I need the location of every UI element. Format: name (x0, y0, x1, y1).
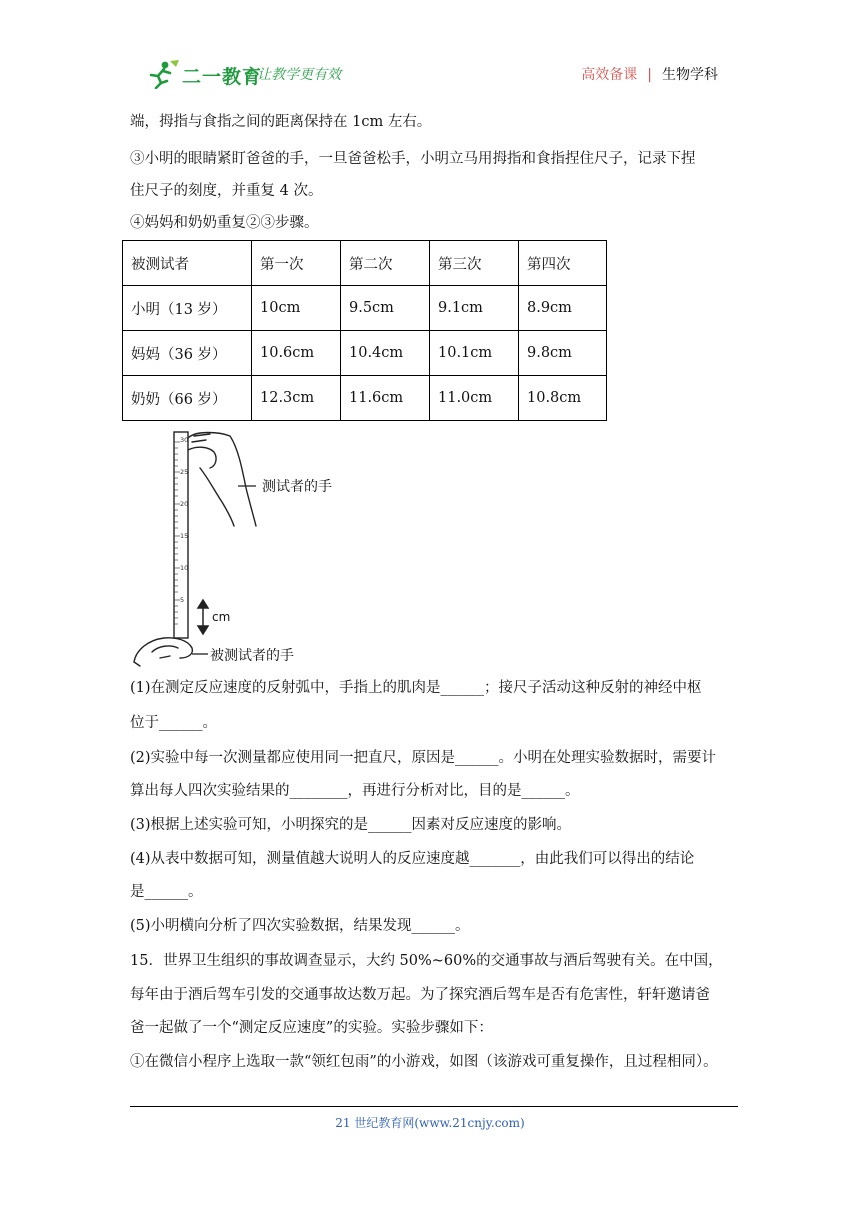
table-row (123, 286, 607, 331)
ruler-tick-label: 10 (180, 564, 189, 572)
question-line: 每年由于酒后驾车引发的交通事故达数万起。为了探究酒后驾车是否有危害性，轩轩邀请爸 (130, 987, 710, 1003)
table-cell: 9.1cm (430, 286, 519, 331)
question-line: ①在微信小程序上选取一款“领红包雨”的小游戏，如图（该游戏可重复操作，且过程相同）。 (130, 1054, 718, 1070)
body-line: 端，拇指与食指之间的距离保持在 1cm 左右。 (130, 114, 432, 130)
page-footer: 21 世纪教育网(www.21cnjy.com) (335, 1116, 525, 1130)
table-cell: 11.6cm (341, 376, 430, 421)
logo-name: 二一教育 (182, 66, 263, 88)
ruler-illustration (130, 428, 360, 668)
table-cell: 第一次 (252, 241, 341, 286)
question-line: (1)在测定反应速度的反射弧中，手指上的肌肉是______；接尺子活动这种反射的神经中枢 (130, 680, 702, 696)
ruler-tick-label: 25 (180, 468, 189, 476)
table-cell: 10.8cm (519, 376, 607, 421)
question-line: 15．世界卫生组织的事故调查显示，大约 50%~60%的交通事故与酒后驾驶有关。在中国， (130, 953, 723, 969)
table-cell: 9.5cm (341, 286, 430, 331)
ruler-tick-label: 5 (180, 596, 185, 604)
table-cell: 第二次 (341, 241, 430, 286)
table-cell: 10.1cm (430, 331, 519, 376)
subject-hand-label: 被测试者的手 (210, 648, 294, 664)
body-line: ④妈妈和奶奶重复②③步骤。 (130, 215, 319, 231)
unit-label: cm (212, 610, 231, 624)
ruler-tick-label: 20 (180, 500, 189, 508)
runner-logo-icon (142, 59, 182, 89)
table-cell: 小明（13 岁） (123, 286, 252, 331)
header-separator: | (647, 67, 652, 83)
question-line: 爸一起做了一个“测定反应速度”的实验。实验步骤如下： (130, 1020, 493, 1036)
table-cell: 第三次 (430, 241, 519, 286)
header-category: 高效备课 (581, 67, 638, 83)
table-row (123, 331, 607, 376)
table-row (123, 376, 607, 421)
table-cell: 10.6cm (252, 331, 341, 376)
question-line: (5)小明横向分析了四次实验数据，结果发现______。 (130, 918, 470, 934)
question-line: (4)从表中数据可知，测量值越大说明人的反应速度越_______，由此我们可以得出的结论 (130, 851, 695, 867)
table-cell: 10.4cm (341, 331, 430, 376)
ruler-tick-label: 15 (180, 532, 189, 540)
table-cell: 8.9cm (519, 286, 607, 331)
body-line: 住尺子的刻度，并重复 4 次。 (130, 183, 323, 199)
table-cell: 奶奶（66 岁） (123, 376, 252, 421)
table-cell: 12.3cm (252, 376, 341, 421)
table-cell: 11.0cm (430, 376, 519, 421)
table-cell: 10cm (252, 286, 341, 331)
header-right (581, 64, 718, 84)
table-cell: 第四次 (519, 241, 607, 286)
question-line: (3)根据上述实验可知，小明探究的是______因素对反应速度的影响。 (130, 817, 572, 833)
question-line: 位于______。 (130, 715, 217, 731)
ruler-drop-figure (130, 428, 360, 668)
table-cell: 被测试者 (123, 241, 252, 286)
subject-hand-icon (134, 638, 192, 666)
tester-hand-label: 测试者的手 (262, 479, 332, 495)
results-table (122, 240, 607, 421)
table-cell: 9.8cm (519, 331, 607, 376)
tester-hand-icon (188, 433, 256, 527)
footer-rule (130, 1106, 738, 1107)
header-subject: 生物学科 (662, 67, 718, 83)
page-header (130, 56, 730, 90)
table-cell: 妈妈（36 岁） (123, 331, 252, 376)
body-line: ③小明的眼睛紧盯爸爸的手，一旦爸爸松手，小明立马用拇指和食指捏住尺子，记录下捏 (130, 151, 696, 167)
ruler-tick-label: 30 (180, 436, 189, 444)
distance-arrow-icon (198, 600, 208, 634)
question-line: 是______。 (130, 884, 203, 900)
logo-slogan: / 让教学更有效 (248, 67, 342, 83)
question-line: 算出每人四次实验结果的________，再进行分析对比，目的是______。 (130, 783, 580, 799)
question-line: (2)实验中每一次测量都应使用同一把直尺，原因是______。小明在处理实验数据时，需要计 (130, 750, 717, 766)
table-header-row (123, 241, 607, 286)
